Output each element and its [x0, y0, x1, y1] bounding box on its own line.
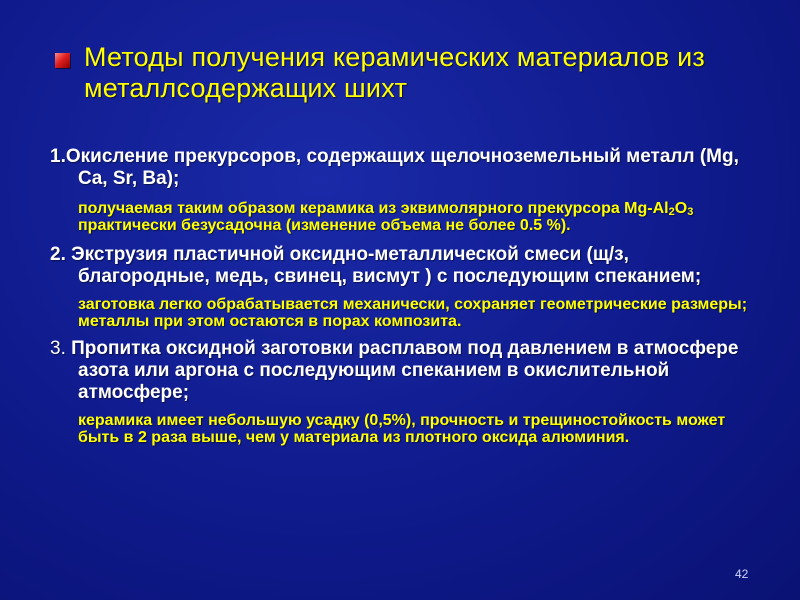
page-number: 42	[735, 567, 749, 581]
content-list	[50, 146, 750, 446]
item-1-text: Окисление прекурсоров, содержащих щелочноземельный металл (Mg, Ca, Sr, Ba);	[65, 146, 739, 189]
slide-title: Методы получения керамических материалов из металлсодержащих шихт	[84, 42, 706, 103]
item-3-number: 3.	[50, 338, 66, 359]
item-1-note	[50, 200, 750, 234]
item-2-text: Экструзия пластичной оксидно-металлической смеси (щ/з, благородные, медь, свинец, висмут ) с последующим спеканием;	[65, 244, 702, 287]
list-item-1	[50, 146, 750, 190]
item-1-note-text-b: O	[674, 200, 688, 217]
list-item-3	[50, 338, 750, 404]
item-1-note-sub-a: 2	[668, 206, 675, 218]
item-1-note-sub-b: 3	[687, 206, 694, 218]
item-2-note: заготовка легко обрабатывается механически, сохраняет геометрические размеры; металлы при этом остаются в порах композита.	[78, 296, 748, 330]
item-1-note-text-c: практически безусадочна (изменение объема не более 0.5 %).	[78, 217, 571, 234]
item-3-note: керамика имеет небольшую усадку (0,5%), прочность и трещиностойкость может быть в 2 раза выше, чем у материала из плотного оксида алюминия.	[78, 412, 726, 446]
red-square-bullet-icon	[55, 53, 70, 68]
item-1-note-text-a: получаемая таким образом керамика из эквимолярного прекурсора Mg-Al	[78, 200, 669, 217]
item-2-number: 2.	[50, 244, 66, 265]
title-row	[55, 42, 775, 104]
item-1-number: 1.	[50, 146, 66, 167]
list-item-2	[50, 244, 750, 288]
item-3-text: Пропитка оксидной заготовки расплавом под давлением в атмосфере азота или аргона с последующим спеканием в окислительной атмосфере;	[65, 338, 739, 403]
